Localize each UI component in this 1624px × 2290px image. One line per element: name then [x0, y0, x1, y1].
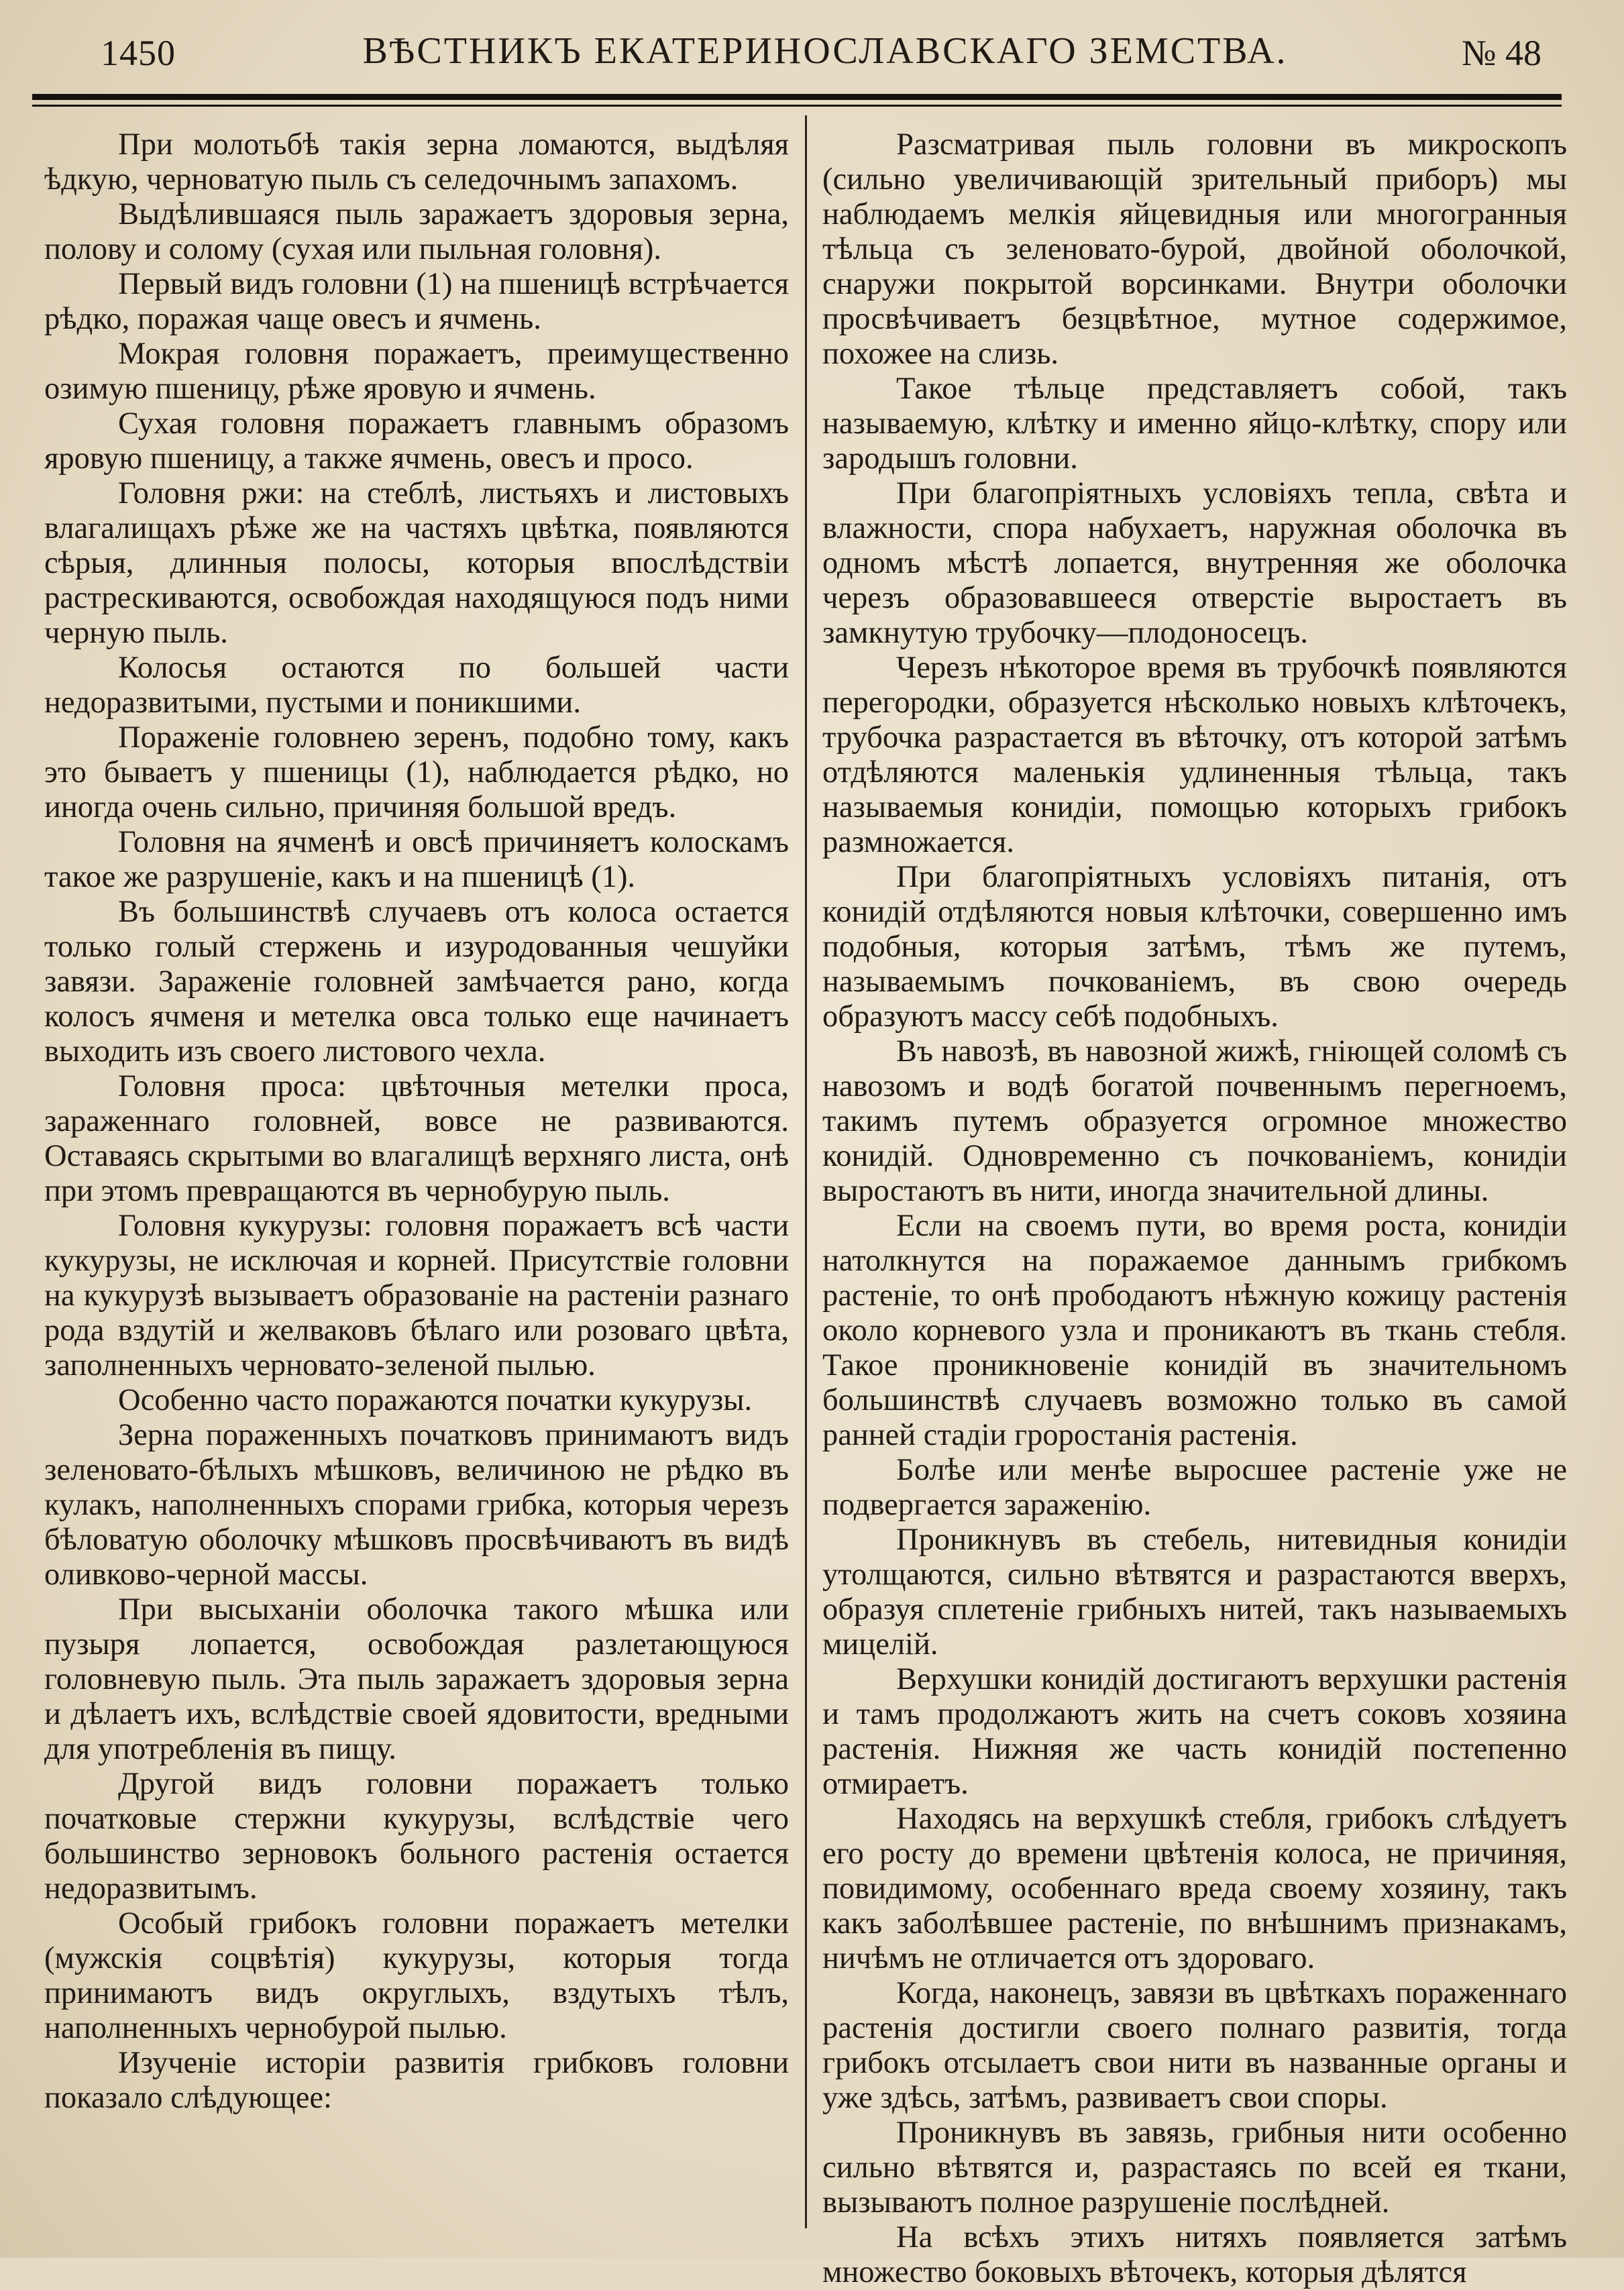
paragraph: Другой видъ головни поражаетъ только початковые стержни кукурузы, вслѣдствіе чего большинство зерновокъ больного растенія остается недоразвитымъ.: [44, 1767, 789, 1906]
paragraph: Особый грибокъ головни поражаетъ метелки (мужскія соцвѣтія) кукурузы, которыя тогда принимаютъ видъ округлыхъ, вздутыхъ тѣлъ, наполненныхъ чернобурой пылью.: [44, 1906, 789, 2045]
paragraph: Сухая головня поражаетъ главнымъ образомъ яровую пшеницу, а также ячмень, овесъ и просо.: [44, 406, 789, 476]
paragraph: Болѣе или менѣе выросшее растеніе уже не подвергается зараженію.: [822, 1453, 1567, 1522]
paragraph: Особенно часто поражаются початки кукурузы.: [118, 1383, 753, 1417]
paragraph: Первый видъ головни (1) на пшеницѣ встрѣчается рѣдко, поражая чаще овесъ и ячмень.: [44, 267, 789, 336]
paragraph: Пораженіе головнею зеренъ, подобно тому, какъ это бываетъ у пшеницы (1), наблюдается рѣдко, но иногда очень сильно, причиняя большой вредъ.: [44, 720, 789, 824]
paragraph: Головня ржи: на стеблѣ, листьяхъ и листовыхъ влагалищахъ рѣже же на частяхъ цвѣтка, появляются сѣрыя, длинныя полосы, которыя впослѣдствіи растрескиваются, освобождая находящуюся подъ ними черную пыль.: [44, 476, 789, 650]
paragraph: При высыханіи оболочка такого мѣшка или пузыря лопается, освобождая разлетающуюся головневую пыль. Эта пыль заражаетъ здоровыя зерна и дѣлаетъ ихъ, вслѣдствіе своей ядовитости, вредными для употребленія въ пищу.: [44, 1592, 789, 1766]
column-divider: [805, 115, 807, 2228]
paragraph: Верхушки конидій достигаютъ верхушки растенія и тамъ продолжаютъ жить на счетъ соковъ хозяина растенія. Нижняя же часть конидій постепенно отмираетъ.: [822, 1662, 1567, 1801]
paragraph: Проникнувъ въ стебель, нитевидныя конидіи утолщаются, сильно вѣтвятся и разрастаются вверхъ, образуя сплетеніе грибныхъ нитей, такъ называемыхъ мицелій.: [822, 1523, 1567, 1661]
paragraph: Такое тѣльце представляетъ собой, такъ называемую, клѣтку и именно яйцо-клѣтку, спору или зародышъ головни.: [822, 372, 1567, 476]
paragraph: При благопріятныхъ условіяхъ тепла, свѣта и влажности, спора набухаетъ, наружная оболочка въ одномъ мѣстѣ лопается, внутренняя же оболочка черезъ образовавшееся отверстіе выростаетъ въ замкнутую трубочку—плодоносецъ.: [822, 476, 1567, 650]
paragraph: Колосья остаются по большей части недоразвитыми, пустыми и поникшими.: [44, 651, 789, 720]
paragraph: Находясь на верхушкѣ стебля, грибокъ слѣдуетъ его росту до времени цвѣтенія колоса, не причиняя, повидимому, особеннаго вреда своему хозяину, такъ какъ заболѣвшее растеніе, по внѣшнимъ признакамъ, ничѣмъ не отличается отъ здороваго.: [822, 1802, 1567, 1975]
paragraph: Когда, наконецъ, завязи въ цвѣткахъ пораженнаго растенія достигли своего полнаго развитія, тогда грибокъ отсылаетъ свои нити въ названные органы и уже здѣсь, затѣмъ, развиваетъ свои споры.: [822, 1976, 1567, 2115]
paragraph: При благопріятныхъ условіяхъ питанія, отъ конидій отдѣляются новыя клѣточки, совершенно имъ подобныя, которыя затѣмъ, тѣмъ же путемъ, называемымъ почкованіемъ, въ свою очередь образуютъ массу себѣ подобныхъ.: [822, 860, 1567, 1034]
page-header: [34, 28, 1590, 82]
paragraph: Разсматривая пыль головни въ микроскопъ (сильно увеличивающій зрительный приборъ) мы наблюдаемъ мелкія яйцевидныя или многогранныя тѣльца съ зеленовато-бурой, двойной оболочкой, снаружи покрытой ворсинками. Внутри оболочки просвѣчиваетъ безцвѣтное, мутное содержимое, похожее на слизь.: [822, 127, 1567, 371]
left-column: [44, 127, 789, 2116]
paragraph: Въ большинствѣ случаевъ отъ колоса остается только голый стержень и изуродованныя чешуйки завязи. Зараженіе головней замѣчается рано, когда колосъ ячменя и метелка овса только еще начинаетъ выходить изъ своего листового чехла.: [44, 895, 789, 1069]
paragraph: Выдѣлившаяся пыль заражаетъ здоровыя зерна, полову и солому (сухая или пыльная головня).: [44, 197, 789, 266]
paragraph: Головня кукурузы: головня поражаетъ всѣ части кукурузы, не исключая и корней. Присутствіе головни на кукурузѣ вызываетъ образованіе на растеніи разнаго рода вздутій и желваковъ бѣлаго или розоваго цвѣта, заполненныхъ черновато-зеленой пылью.: [44, 1209, 789, 1382]
page-number: 1450: [101, 33, 176, 73]
header-rule-thick: [32, 94, 1562, 100]
paragraph: На всѣхъ этихъ нитяхъ появляется затѣмъ множество боковыхъ вѣточекъ, которыя дѣлятся: [822, 2220, 1567, 2289]
paragraph: Если на своемъ пути, во время роста, конидіи натолкнутся на поражаемое даннымъ грибкомъ растеніе, то онѣ прободаютъ нѣжную кожицу растенія около корневого узла и проникаютъ въ ткань стебля. Такое проникновеніе конидій въ значительномъ большинствѣ случаевъ возможно только въ самой ранней стадіи гроростанія растенія.: [822, 1209, 1567, 1452]
paragraph: Головня на ячменѣ и овсѣ причиняетъ колоскамъ такое же разрушеніе, какъ и на пшеницѣ (1).: [44, 825, 789, 894]
paragraph: Въ навозѣ, въ навозной жижѣ, гніющей соломѣ съ навозомъ и водѣ богатой почвеннымъ перегноемъ, такимъ путемъ образуется огромное множество конидій. Одновременно съ почкованіемъ, конидіи выростаютъ въ нити, иногда значительной длины.: [822, 1034, 1567, 1208]
paragraph: Головня проса: цвѣточныя метелки проса, зараженнаго головней, вовсе не развиваются. Оставаясь скрытыми во влагалищѣ верхняго листа, онѣ при этомъ превращаются въ чернобурую пыль.: [44, 1069, 789, 1208]
issue-number: № 48: [1461, 33, 1541, 73]
journal-title: ВѢСТНИКЪ ЕКАТЕРИНОСЛАВСКАГО ЗЕМСТВА.: [362, 30, 1288, 72]
paragraph: Мокрая головня поражаетъ, преимущественно озимую пшеницу, рѣже яровую и ячмень.: [44, 337, 789, 406]
right-column: [822, 127, 1567, 2290]
paragraph: При молотьбѣ такія зерна ломаются, выдѣляя ѣдкую, черноватую пыль съ селедочнымъ запахомъ.: [44, 127, 789, 197]
header-rule-thin: [32, 105, 1562, 107]
paragraph: Изученіе исторіи развитія грибковъ головни показало слѣдующее:: [44, 2046, 789, 2115]
paragraph: Проникнувъ въ завязь, грибныя нити особенно сильно вѣтвятся и, разрастаясь по всей ея ткани, вызываютъ полное разрушеніе послѣдней.: [822, 2116, 1567, 2220]
paragraph: Зерна пораженныхъ початковъ принимаютъ видъ зеленовато-бѣлыхъ мѣшковъ, величиною не рѣдко въ кулакъ, наполненныхъ спорами грибка, которыя черезъ бѣловатую оболочку мѣшковъ просвѣчиваютъ въ видѣ оливково-черной массы.: [44, 1418, 789, 1592]
paragraph: Черезъ нѣкоторое время въ трубочкѣ появляются перегородки, образуется нѣсколько новыхъ клѣточекъ, трубочка разрастается въ вѣточку, отъ которой затѣмъ отдѣляются маленькія удлиненныя тѣльца, такъ называемыя конидіи, помощью которыхъ грибокъ размножается.: [822, 651, 1567, 859]
